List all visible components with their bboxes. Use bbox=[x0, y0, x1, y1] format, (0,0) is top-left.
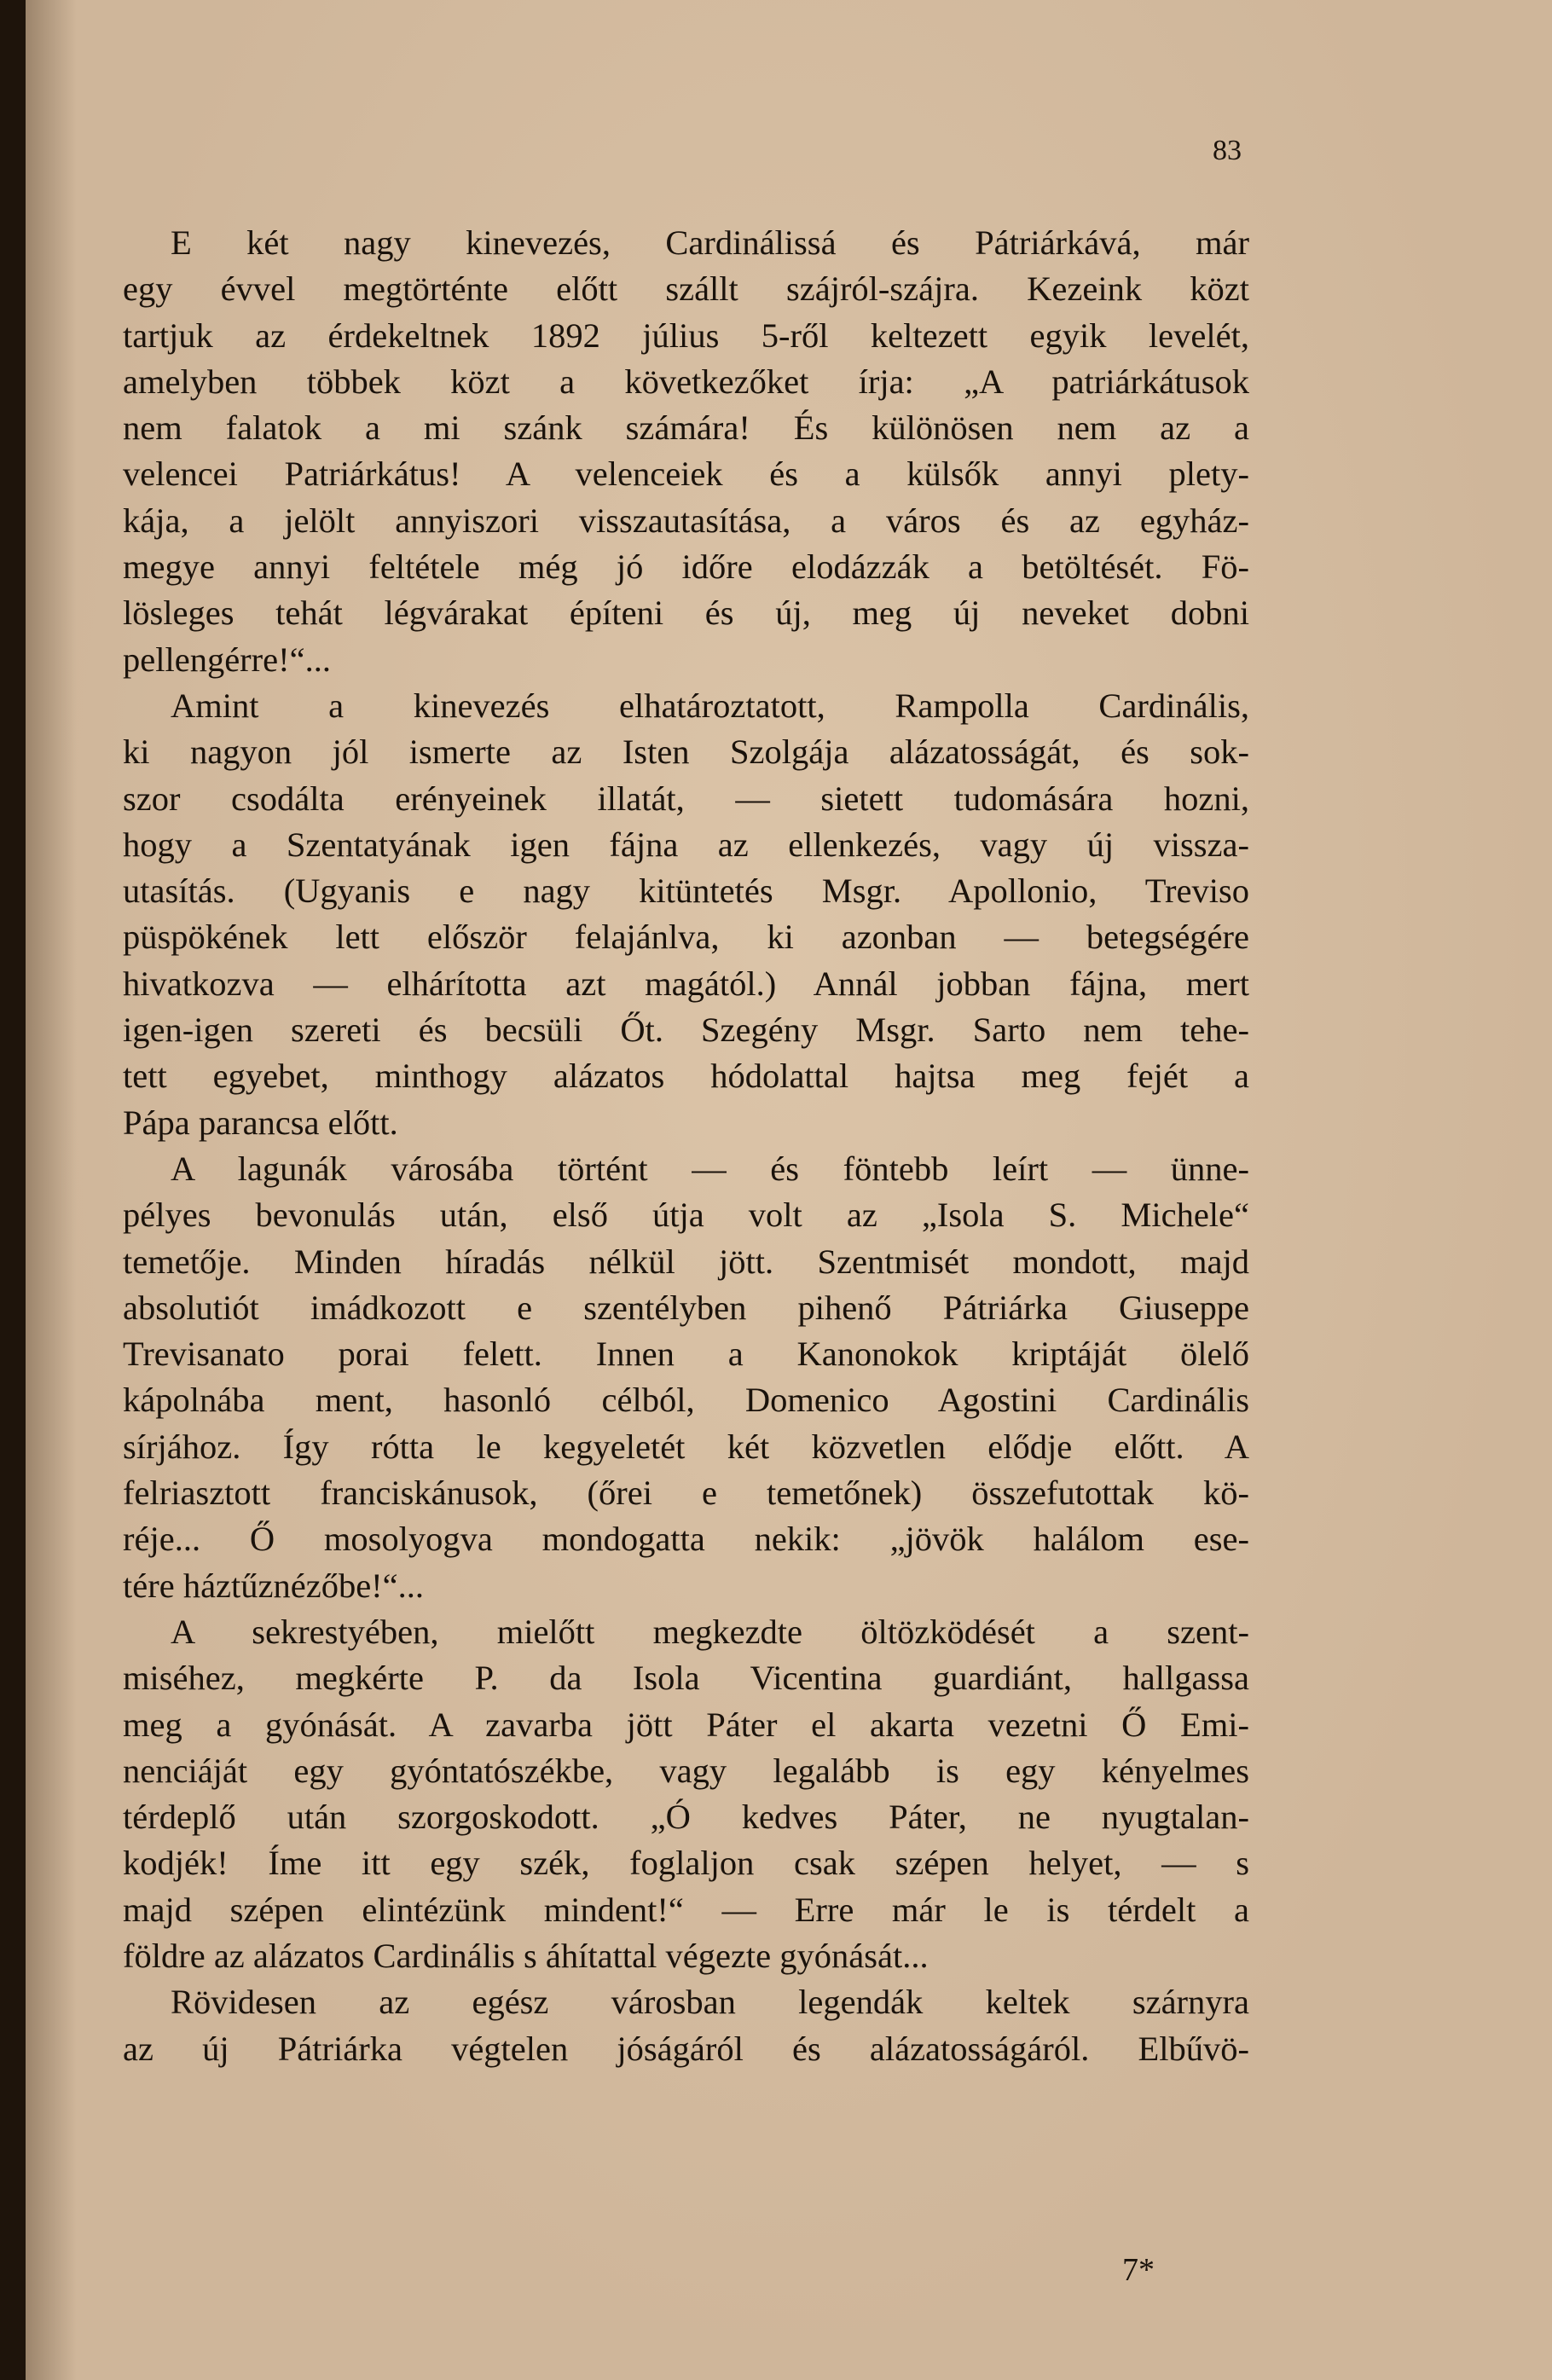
paragraph-line: réje... Ő mosolyogva mondogatta nekik: „jövök halálom ese- bbox=[123, 1520, 1249, 1559]
paragraph-line: tartjuk az érdekeltnek 1892 július 5-ről keltezett egyik levelét, bbox=[123, 316, 1249, 355]
paragraph-line: ki nagyon jól ismerte az Isten Szolgája alázatosságát, és sok- bbox=[123, 733, 1249, 772]
book-page bbox=[26, 0, 1552, 2380]
paragraph-line: térdeplő után szorgoskodott. „Ó kedves Páter, ne nyugtalan- bbox=[123, 1798, 1249, 1837]
paragraph-line: nem falatok a mi szánk számára! És különösen nem az a bbox=[123, 408, 1249, 448]
paragraph-line: majd szépen elintézünk mindent!“ — Erre már le is térdelt a bbox=[123, 1890, 1249, 1929]
paragraph-line: földre az alázatos Cardinális s áhítattal végezte gyónását... bbox=[123, 1936, 929, 1975]
paragraph-line: felriasztott franciskánusok, (őrei e temetőnek) összefutottak kö- bbox=[123, 1474, 1249, 1513]
paragraph-line: A sekrestyében, mielőtt megkezdte öltözködését a szent- bbox=[171, 1612, 1249, 1651]
paragraph-line: temetője. Minden híradás nélkül jött. Szentmisét mondott, majd bbox=[123, 1242, 1249, 1281]
paragraph-line: absolutiót imádkozott e szentélyben pihenő Pátriárka Giuseppe bbox=[123, 1288, 1249, 1327]
body-text bbox=[123, 220, 1249, 2072]
paragraph-line: tett egyebet, minthogy alázatos hódolattal hajtsa meg fejét a bbox=[123, 1057, 1249, 1096]
paragraph-line: amelyben többek közt a következőket írja: „A patriárkátusok bbox=[123, 362, 1249, 401]
paragraph-line: miséhez, megkérte P. da Isola Vicentina guardiánt, hallgassa bbox=[123, 1659, 1249, 1698]
paragraph-line: kápolnába ment, hasonló célból, Domenico Agostini Cardinális bbox=[123, 1381, 1249, 1420]
paragraph-line: velencei Patriárkátus! A velenceiek és a külsők annyi plety- bbox=[123, 455, 1249, 494]
paragraph-line: pélyes bevonulás után, első útja volt az „Isola S. Michele“ bbox=[123, 1196, 1249, 1235]
paragraph-line: kodjék! Íme itt egy szék, foglaljon csak szépen helyet, — s bbox=[123, 1844, 1249, 1883]
paragraph-line: hogy a Szentatyának igen fájna az ellenkezés, vagy új vissza- bbox=[123, 825, 1249, 864]
paragraph-line: tére háztűznézőbe!“... bbox=[123, 1566, 425, 1605]
paragraph-line: A lagunák városába történt — és föntebb leírt — ünne- bbox=[171, 1149, 1249, 1188]
paragraph-line: Rövidesen az egész városban legendák keltek szárnyra bbox=[171, 1983, 1249, 2022]
signature-mark: 7* bbox=[1122, 2252, 1155, 2288]
paragraph-line: kája, a jelölt annyiszori visszautasítása, a város és az egyház- bbox=[123, 501, 1249, 540]
paragraph-line: meg a gyónását. A zavarba jött Páter el akarta vezetni Ő Emi- bbox=[123, 1705, 1249, 1744]
page-number: 83 bbox=[1213, 135, 1242, 166]
paragraph-line: Amint a kinevezés elhatároztatott, Rampolla Cardinális, bbox=[171, 686, 1249, 725]
paragraph-line: sírjához. Így rótta le kegyeletét két közvetlen elődje előtt. A bbox=[123, 1427, 1249, 1466]
paragraph-line: szor csodálta erényeinek illatát, — sietett tudomására hozni, bbox=[123, 779, 1249, 818]
paragraph-line: lösleges tehát légvárakat építeni és új, meg új neveket dobni bbox=[123, 594, 1249, 633]
paragraph-line: püspökének lett először felajánlva, ki azonban — betegségére bbox=[123, 918, 1249, 957]
paragraph-line: igen-igen szereti és becsüli Őt. Szegény Msgr. Sarto nem tehe- bbox=[123, 1010, 1249, 1050]
paragraph-line: E két nagy kinevezés, Cardinálissá és Pátriárkává, már bbox=[171, 223, 1249, 262]
paragraph-line: egy évvel megtörténte előtt szállt szájról-szájra. Kezeink közt bbox=[123, 269, 1249, 309]
paragraph-line: utasítás. (Ugyanis e nagy kitüntetés Msgr. Apollonio, Treviso bbox=[123, 872, 1249, 911]
paragraph-line: Trevisanato porai felett. Innen a Kanonokok kriptáját ölelő bbox=[123, 1335, 1249, 1374]
paragraph-line: az új Pátriárka végtelen jóságáról és alázatosságáról. Elbűvö- bbox=[123, 2029, 1249, 2068]
paragraph-line: nenciáját egy gyóntatószékbe, vagy legalább is egy kényelmes bbox=[123, 1751, 1249, 1790]
paragraph-line: pellengérre!“... bbox=[123, 640, 331, 679]
paragraph-line: hivatkozva — elhárította azt magától.) Annál jobban fájna, mert bbox=[123, 964, 1249, 1003]
paragraph-line: megye annyi feltétele még jó időre elodázzák a betöltését. Fö- bbox=[123, 547, 1249, 587]
paragraph-line: Pápa parancsa előtt. bbox=[123, 1103, 398, 1142]
